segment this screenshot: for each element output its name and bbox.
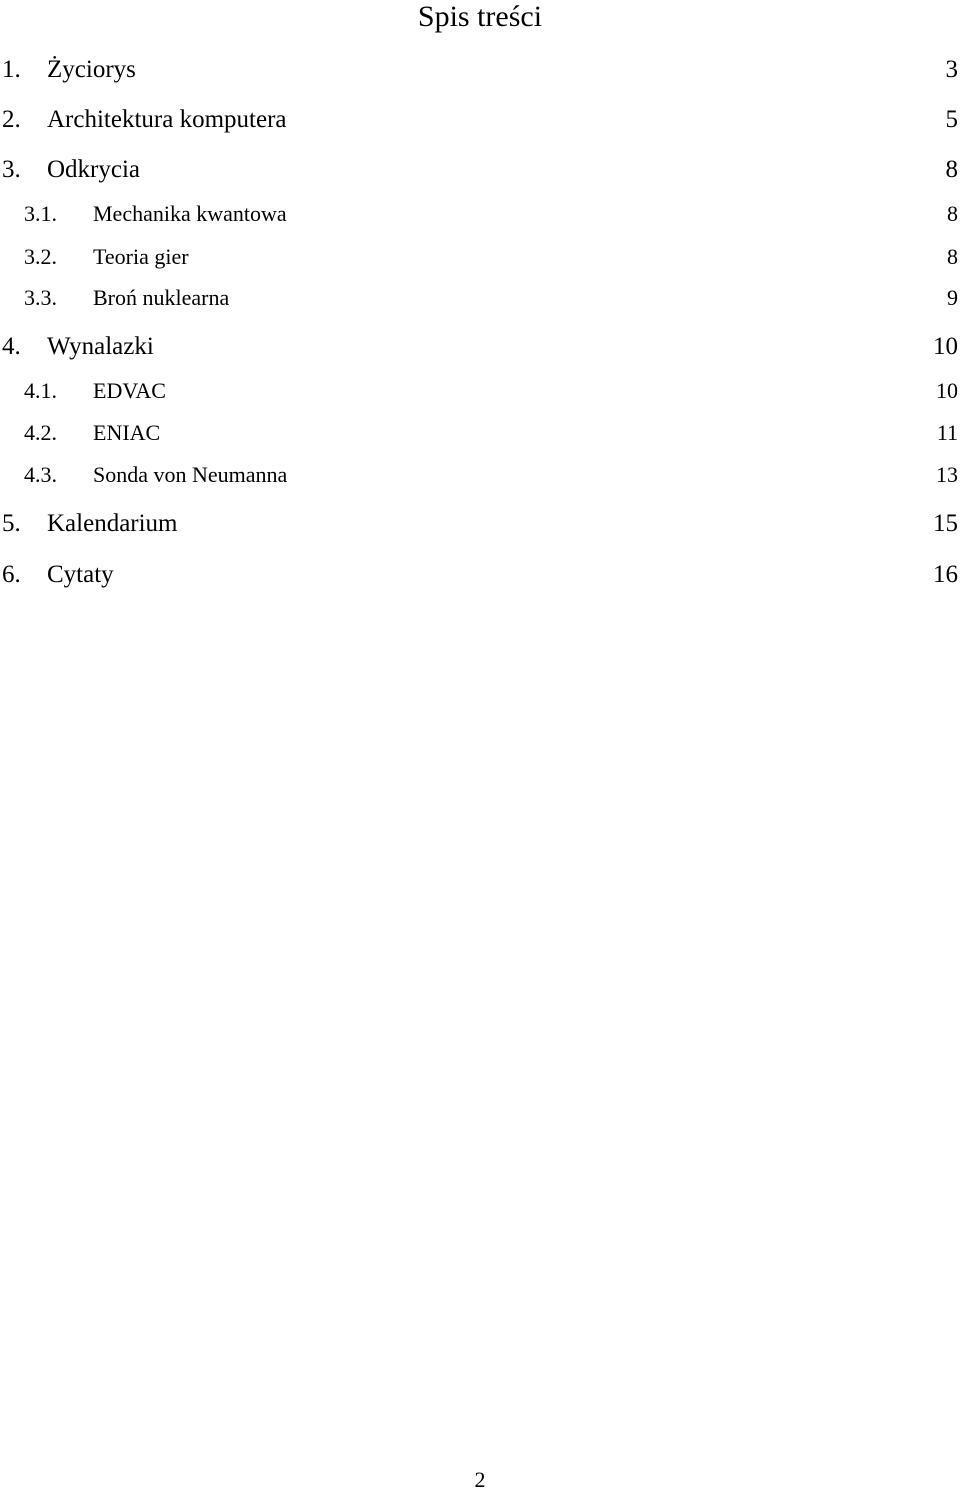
toc-entry-number: 4. (2, 333, 21, 360)
toc-entry-label: Odkrycia (47, 156, 141, 183)
toc-entry-number: 1. (2, 56, 21, 83)
toc-entry-page: 16 (933, 561, 958, 588)
toc-entry-label: Teoria gier (93, 244, 189, 269)
toc-entry-number: 3.1. (24, 201, 57, 226)
toc-entry-page: 5 (945, 106, 958, 133)
toc-entry-page: 13 (936, 462, 958, 487)
toc-entry-page: 10 (936, 378, 958, 403)
toc-entry-number: 4.1. (24, 378, 57, 403)
toc-entry-number: 5. (2, 510, 21, 537)
toc-entry[interactable] (0, 509, 960, 541)
toc-entry-number: 6. (2, 561, 21, 588)
toc-entry-page: 8 (947, 201, 958, 226)
toc-entry[interactable] (0, 332, 960, 364)
toc-subentry[interactable] (0, 200, 960, 232)
toc-subentry[interactable] (0, 419, 960, 451)
toc-entry[interactable] (0, 55, 960, 87)
toc-entry-number: 2. (2, 106, 21, 133)
toc-entry-label: Kalendarium (47, 510, 178, 537)
toc-entry[interactable] (0, 155, 960, 187)
toc-entry-page: 8 (945, 156, 958, 183)
toc-entry-number: 3. (2, 156, 21, 183)
toc-entry-number: 3.2. (24, 244, 57, 269)
toc-entry-label: Życiorys (47, 56, 136, 83)
toc-entry-label: ENIAC (93, 420, 161, 445)
toc-subentry[interactable] (0, 461, 960, 493)
toc-entry-label: Broń nuklearna (93, 285, 230, 310)
page-number: 2 (474, 1467, 486, 1492)
toc-entry-label: Cytaty (47, 561, 114, 588)
toc-entry-page: 15 (933, 510, 958, 537)
toc-entry-page: 3 (945, 56, 958, 83)
toc-entry-label: Mechanika kwantowa (93, 201, 287, 226)
toc-entry-label: Sonda von Neumanna (93, 462, 288, 487)
toc-entry-label: Architektura komputera (47, 106, 287, 133)
toc-subentry[interactable] (0, 377, 960, 409)
toc-entry-page: 11 (936, 420, 958, 445)
toc-entry-label: EDVAC (93, 378, 166, 403)
toc-entry-page: 8 (947, 244, 958, 269)
toc-entry-number: 4.3. (24, 462, 57, 487)
page-title: Spis treści (417, 0, 543, 33)
toc-subentry[interactable] (0, 243, 960, 275)
toc-entry-page: 9 (947, 285, 958, 310)
toc-entry[interactable] (0, 105, 960, 137)
toc-entry-page: 10 (933, 333, 958, 360)
toc-entry-number: 3.3. (24, 285, 57, 310)
toc-entry-label: Wynalazki (47, 333, 154, 360)
toc-entry[interactable] (0, 560, 960, 592)
toc-entry-number: 4.2. (24, 420, 57, 445)
toc-subentry[interactable] (0, 284, 960, 316)
